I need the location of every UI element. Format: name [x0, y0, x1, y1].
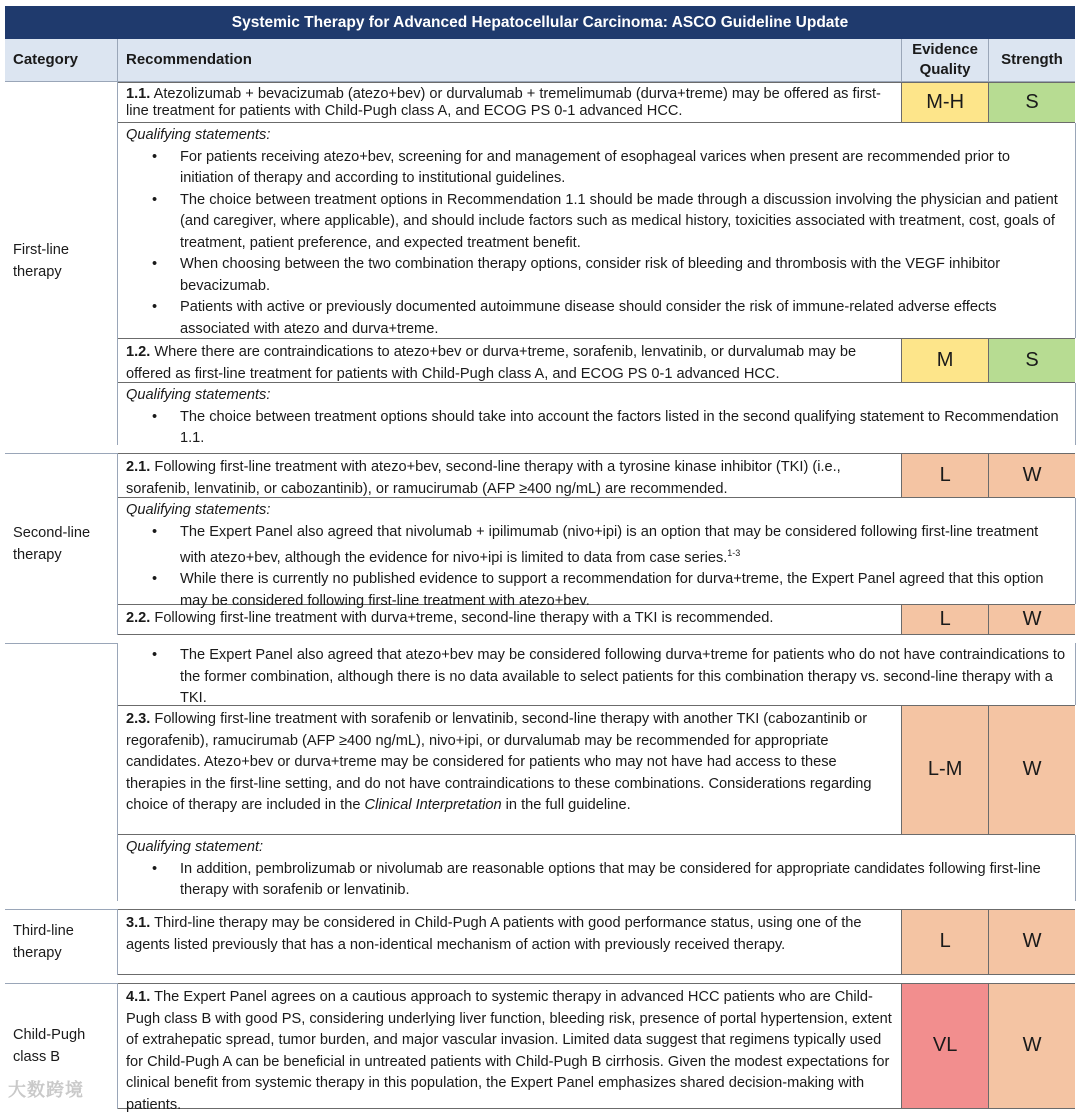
evidence-badge-4-1: VL: [901, 984, 988, 1108]
rec-row-1-2: [118, 338, 1075, 383]
header-row: [5, 39, 1075, 82]
group-second-line: [5, 453, 1075, 635]
qualifying-1-1: [118, 123, 1076, 338]
evidence-badge-3-1: L: [901, 910, 988, 974]
qual-label: Qualifying statements:: [126, 387, 271, 403]
table-title: Systemic Therapy for Advanced Hepatocellular Carcinoma: ASCO Guideline Update: [5, 6, 1075, 39]
category-first-line: First-line therapy: [13, 242, 69, 280]
rec-row-3-1: [118, 909, 1075, 975]
strength-badge-2-2: W: [988, 605, 1075, 634]
qualifying-2-2: [118, 643, 1076, 705]
header-evidence-quality: Evidence Quality: [901, 39, 988, 81]
list-item: • In addition, pembrolizumab or nivolumab are reasonable options that may be considered for appropriate candidates following first-line therapy with sorafenib or lenvatinib.: [126, 859, 1067, 902]
qualifying-1-2: [118, 383, 1076, 445]
rec-text-2-2: 2.2. Following first-line treatment with durva+treme, second-line therapy with a TKI is recommended.: [126, 610, 774, 626]
rec-text-3-1: 3.1. Third-line therapy may be considered in Child-Pugh A patients with good performance status, using one of the agents listed previously that has a non-identical mechanism of action with previously received therapy.: [126, 915, 862, 953]
category-second-line: Second-line therapy: [5, 453, 117, 635]
header-recommendation: Recommendation: [117, 39, 901, 81]
rec-text-1-1: 1.1. Atezolizumab + bevacizumab (atezo+bev) or durvalumab + tremelimumab (durva+treme) may be offered as first-line treatment for patients with Child-Pugh class A, and ECOG PS 0-1 advanced HCC.: [126, 86, 881, 119]
evidence-badge-2-2: L: [901, 605, 988, 634]
watermark: 大数跨境: [8, 1080, 84, 1100]
list-item: • The choice between treatment options in Recommendation 1.1 should be made through a discussion involving the physician and patient (and caregiver, where applicable), and should include factors such as medical history, toxicities associated with treatment, cost, goals of treatment, patient preference, and expected treatment benefit.: [126, 190, 1067, 255]
list-item: • The choice between treatment options should take into account the factors listed in the second qualifying statement to Recommendation 1.1.: [126, 407, 1067, 450]
rec-row-4-1: [118, 983, 1075, 1113]
list-item: • The Expert Panel also agreed that atezo+bev may be considered following durva+treme for patients who do not have contraindications to the former combination, although there is no data available to select patients for this combination therapy vs. second-line therapy with a TKI.: [126, 645, 1067, 710]
list-item: • The Expert Panel also agreed that nivolumab + ipilimumab (nivo+ipi) is an option that may be considered following first-line treatment with atezo+bev, although the evidence for nivo+ipi is limited to data from case series.$^{1-3}$: [126, 522, 1067, 570]
rec-text-1-2: 1.2. Where there are contraindications to atezo+bev or durva+treme, sorafenib, lenvatinib, or durvalumab may be offered as first-line treatment for patients with Child-Pugh class A, and ECOG PS 0-1 advanced HCC.: [126, 344, 857, 382]
category-second-line-continued: [5, 643, 117, 901]
group-child-pugh-b: [5, 983, 1075, 1113]
rec-row-1-1: [118, 82, 1075, 123]
list-item: • While there is currently no published evidence to support a recommendation for durva+treme, the Expert Panel agreed that this option may be considered following first-line treatment with atezo+bev.: [126, 569, 1067, 612]
strength-badge-4-1: W: [988, 984, 1075, 1108]
qualifying-2-3: [118, 835, 1076, 901]
rec-row-2-1: [118, 453, 1075, 498]
strength-badge-2-3: W: [988, 706, 1075, 834]
category-child-pugh-b: Child-Pugh class B: [5, 983, 117, 1109]
header-strength: Strength: [988, 39, 1075, 81]
rec-text-2-3: 2.3. Following first-line treatment with sorafenib or lenvatinib, second-line therapy with another TKI (cabozantinib or regorafenib), ramucirumab (AFP ≥400 ng/mL), nivo+ipi, or durvalumab may be recommended for appropriate candidates. Atezo+bev or durva+treme may be considered for patients who may not have had access to these therapies in the first-line setting, and do not have contraindications to these combinations. Considerations regarding choice of therapy are included in the Clinical Interpretation in the full guideline.: [126, 711, 872, 813]
evidence-badge-1-2: M: [901, 339, 988, 382]
rec-text-2-1: 2.1. Following first-line treatment with atezo+bev, second-line therapy with a tyrosine kinase inhibitor (TKI) (i.e., sorafenib, lenvatinib, or cabozantinib), or ramucirumab (AFP ≥400 ng/mL) are recommended.: [126, 459, 841, 497]
strength-badge-1-2: S: [988, 339, 1075, 382]
guideline-table: [5, 6, 1075, 1113]
qual-label: Qualifying statements:: [126, 127, 271, 143]
qualifying-2-1: [118, 498, 1076, 609]
strength-badge-3-1: W: [988, 910, 1075, 974]
rec-text-4-1: 4.1. The Expert Panel agrees on a cautious approach to systemic therapy in advanced HCC patients who are Child-Pugh class B with good PS, considering underlying liver function, bleeding risk, presence of portal hypertension, extent of extrahepatic spread, tumor burden, and major vascular invasion. Limited data suggest that regimens typically used for Child-Pugh A can be beneficial in untreated patients with Child-Pugh B cirrhosis. Given the modest expectations for clinical benefit from systemic therapy in this population, the Expert Panel emphasizes shared decision-making with patients.: [126, 989, 892, 1113]
list-item: • Patients with active or previously documented autoimmune disease should consider the risk of immune-related adverse effects associated with atezo and durva+treme.: [126, 297, 1067, 340]
evidence-badge-2-3: L-M: [901, 706, 988, 834]
list-item: • When choosing between the two combination therapy options, consider risk of bleeding and thrombosis with the VEGF inhibitor bevacizumab.: [126, 254, 1067, 297]
qual-label: Qualifying statements:: [126, 502, 271, 518]
list-item: • For patients receiving atezo+bev, screening for and management of esophageal varices when present are recommended prior to initiation of therapy and according to institutional guidelines.: [126, 147, 1067, 190]
category-third-line: Third-line therapy: [5, 909, 117, 975]
qual-label: Qualifying statement:: [126, 839, 264, 855]
strength-badge-1-1: S: [988, 83, 1075, 122]
group-second-line-continued: [5, 643, 1075, 901]
evidence-badge-1-1: M-H: [901, 83, 988, 122]
group-third-line: [5, 909, 1075, 975]
strength-badge-2-1: W: [988, 454, 1075, 497]
evidence-badge-2-1: L: [901, 454, 988, 497]
rec-row-2-3: [118, 705, 1075, 835]
header-category: Category: [13, 51, 79, 69]
group-first-line: [5, 82, 1075, 445]
